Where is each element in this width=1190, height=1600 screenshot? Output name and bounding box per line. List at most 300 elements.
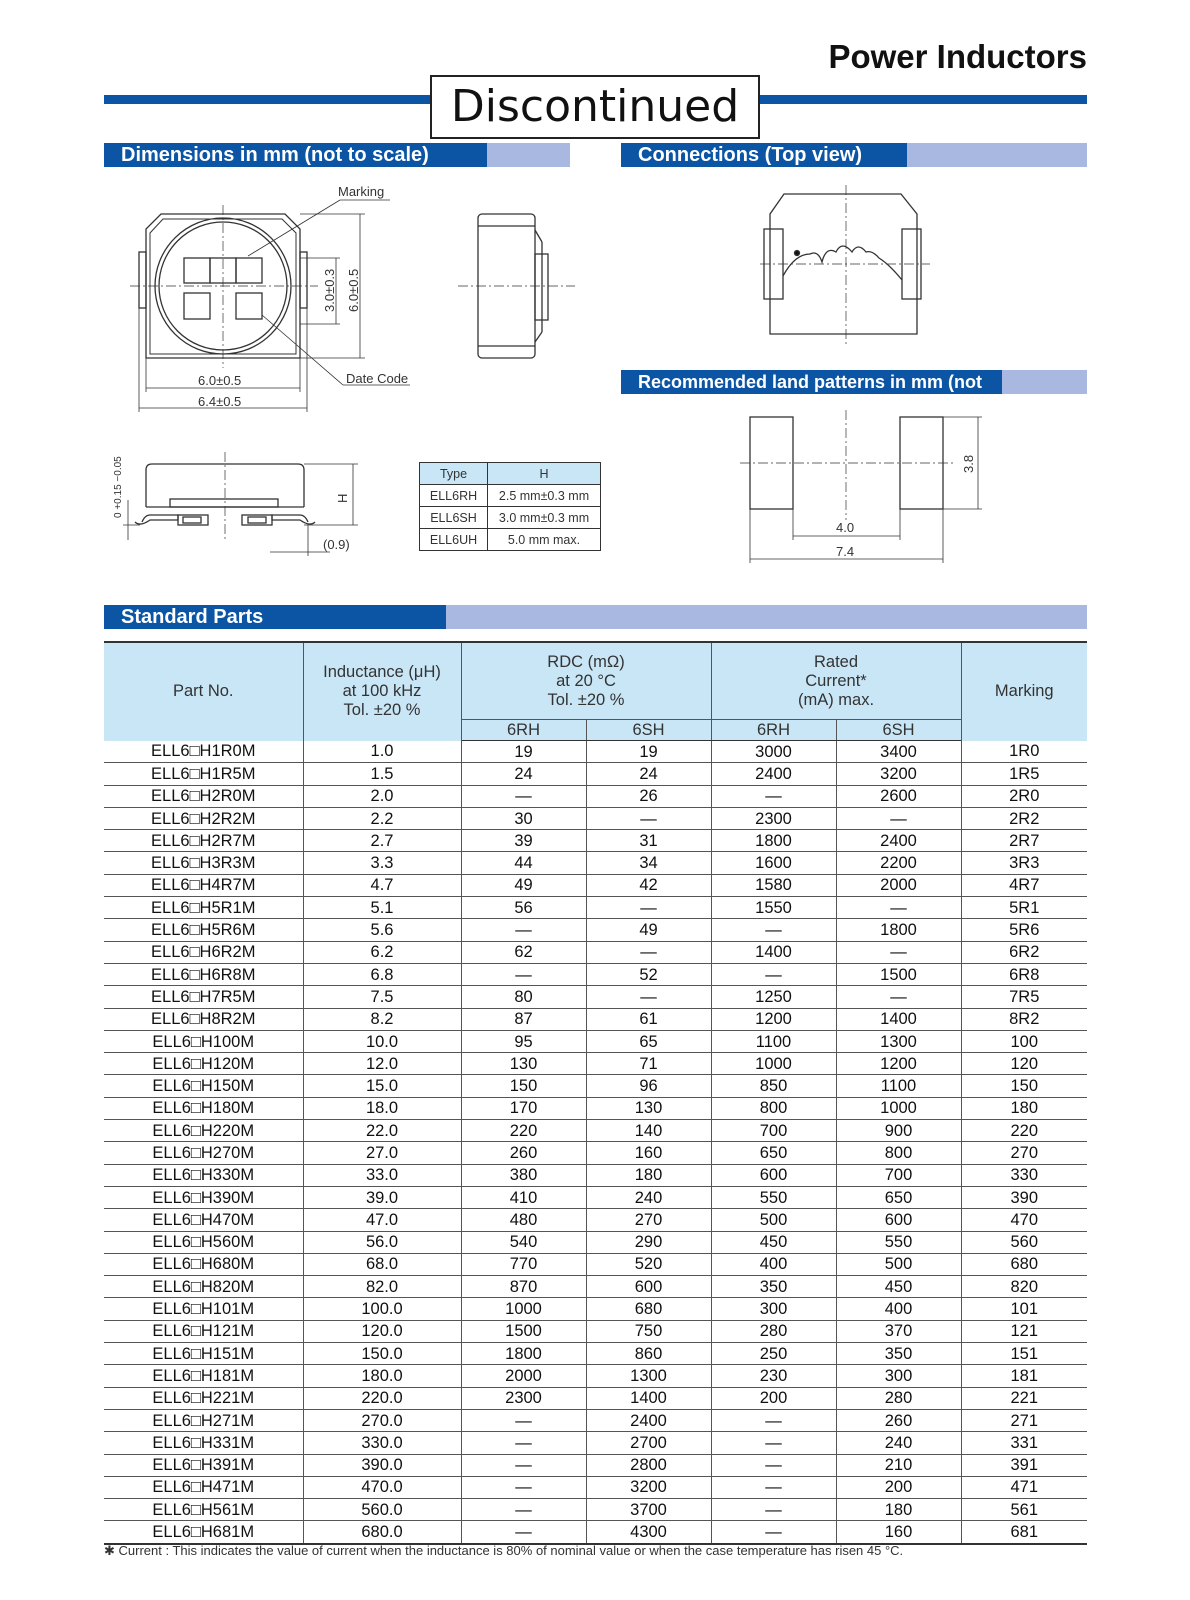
rdc-6rh-cell: 2000 [461, 1365, 586, 1387]
table-row [104, 1409, 1087, 1431]
current-6rh-cell: 1580 [711, 874, 836, 896]
rdc-6sh-cell: 600 [586, 1276, 711, 1298]
table-row [104, 1186, 1087, 1208]
inductance-cell: 560.0 [303, 1499, 461, 1521]
side-tolerance-label: 0 +0.15 −0.05 [113, 456, 124, 518]
current-6rh-cell: — [711, 1521, 836, 1544]
current-6sh-cell: 2400 [836, 830, 961, 852]
rdc-6rh-cell: 1800 [461, 1343, 586, 1365]
current-6rh-cell: 1200 [711, 1008, 836, 1030]
marking-cell: 2R7 [961, 830, 1087, 852]
type-height-table [419, 462, 601, 551]
inductance-cell: 6.8 [303, 963, 461, 985]
inductance-cell: 27.0 [303, 1142, 461, 1164]
table-row [104, 1365, 1087, 1387]
rdc-6rh-cell: — [461, 1499, 586, 1521]
table-row [104, 830, 1087, 852]
rdc-6rh-cell: 2300 [461, 1387, 586, 1409]
current-6rh-cell: 300 [711, 1298, 836, 1320]
part-no-cell: ELL6□H6R2M [104, 941, 303, 963]
part-no-cell: ELL6□H560M [104, 1231, 303, 1253]
inductance-cell: 120.0 [303, 1320, 461, 1342]
dim-width-outer: 6.4±0.5 [198, 394, 242, 409]
marking-cell: 391 [961, 1454, 1087, 1476]
h-cell: 5.0 mm max. [488, 529, 601, 551]
footnote: ✱ Current : This indicates the value of current when the inductance is 80% of nominal value or when the case temperature has risen 45 °C. [104, 1543, 904, 1558]
rdc-6sh-cell: — [586, 807, 711, 829]
current-6rh-cell: 800 [711, 1097, 836, 1119]
table-row [104, 1320, 1087, 1342]
marking-cell: 181 [961, 1365, 1087, 1387]
rdc-6rh-cell: 56 [461, 897, 586, 919]
current-6sh-cell: — [836, 941, 961, 963]
current-6rh-cell: 3000 [711, 741, 836, 763]
current-6rh-cell: 230 [711, 1365, 836, 1387]
current-6sh-cell: 280 [836, 1387, 961, 1409]
current-6sh-cell: — [836, 986, 961, 1008]
current-6rh-cell: 700 [711, 1120, 836, 1142]
current-6rh-cell: — [711, 1476, 836, 1498]
type-cell: ELL6UH [420, 529, 488, 551]
marking-cell: 330 [961, 1164, 1087, 1186]
inductance-cell: 680.0 [303, 1521, 461, 1544]
current-6rh-cell: 250 [711, 1343, 836, 1365]
current-6rh-cell: — [711, 1454, 836, 1476]
rdc-6sh-cell: — [586, 941, 711, 963]
rdc-6rh-cell: 220 [461, 1120, 586, 1142]
table-row [104, 1521, 1087, 1544]
table-row [104, 897, 1087, 919]
marking-cell: 270 [961, 1142, 1087, 1164]
rdc-6sh-cell: 1400 [586, 1387, 711, 1409]
current-6rh-cell: 1250 [711, 986, 836, 1008]
current-6rh-cell: 1800 [711, 830, 836, 852]
table-row [104, 763, 1087, 785]
current-6rh-cell: 650 [711, 1142, 836, 1164]
current-6sh-cell: 180 [836, 1499, 961, 1521]
table-row [104, 1075, 1087, 1097]
part-no-cell: ELL6□H4R7M [104, 874, 303, 896]
current-6sh-cell: 1300 [836, 1030, 961, 1052]
current-6sh-cell: 260 [836, 1409, 961, 1431]
rdc-6rh-cell: 62 [461, 941, 586, 963]
land-dim-outer: 7.4 [836, 544, 855, 559]
marking-cell: 681 [961, 1521, 1087, 1544]
rdc-6rh-cell: — [461, 1521, 586, 1544]
current-6sh-cell: 370 [836, 1320, 961, 1342]
h-cell: 2.5 mm±0.3 mm [488, 485, 601, 507]
rdc-6rh-cell: 39 [461, 830, 586, 852]
table-row [104, 1476, 1087, 1498]
inductance-cell: 150.0 [303, 1343, 461, 1365]
h-cell: 3.0 mm±0.3 mm [488, 507, 601, 529]
table-row [104, 1053, 1087, 1075]
current-6rh-cell: — [711, 1499, 836, 1521]
current-6sh-cell: 1000 [836, 1097, 961, 1119]
header-rated-current [711, 642, 961, 720]
part-no-cell: ELL6□H470M [104, 1209, 303, 1231]
current-6rh-cell: 850 [711, 1075, 836, 1097]
part-no-cell: ELL6□H1R0M [104, 741, 303, 763]
inductance-cell: 12.0 [303, 1053, 461, 1075]
marking-cell: 5R1 [961, 897, 1087, 919]
header-rdc-line1: RDC (mΩ) [547, 652, 625, 671]
current-6sh-cell: 1100 [836, 1075, 961, 1097]
current-6rh-cell: 600 [711, 1164, 836, 1186]
inductance-cell: 330.0 [303, 1432, 461, 1454]
current-6rh-cell: 2400 [711, 763, 836, 785]
inductance-cell: 47.0 [303, 1209, 461, 1231]
inductance-cell: 22.0 [303, 1120, 461, 1142]
current-6sh-cell: 1400 [836, 1008, 961, 1030]
rdc-6rh-cell: 87 [461, 1008, 586, 1030]
marking-cell: 2R0 [961, 785, 1087, 807]
table-row [104, 963, 1087, 985]
inductance-cell: 270.0 [303, 1409, 461, 1431]
part-no-cell: ELL6□H150M [104, 1075, 303, 1097]
rdc-6sh-cell: 520 [586, 1253, 711, 1275]
marking-cell: 8R2 [961, 1008, 1087, 1030]
rdc-6sh-cell: — [586, 986, 711, 1008]
part-no-cell: ELL6□H820M [104, 1276, 303, 1298]
part-no-cell: ELL6□H2R7M [104, 830, 303, 852]
inductance-cell: 5.1 [303, 897, 461, 919]
inductance-cell: 2.2 [303, 807, 461, 829]
current-6sh-cell: — [836, 807, 961, 829]
current-6rh-cell: 400 [711, 1253, 836, 1275]
rdc-6sh-cell: 96 [586, 1075, 711, 1097]
part-no-cell: ELL6□H561M [104, 1499, 303, 1521]
part-no-cell: ELL6□H2R2M [104, 807, 303, 829]
rdc-6rh-cell: 260 [461, 1142, 586, 1164]
subheader-current-6rh: 6RH [711, 720, 836, 741]
rdc-6rh-cell: 870 [461, 1276, 586, 1298]
table-row [104, 785, 1087, 807]
marking-cell: 1R0 [961, 741, 1087, 763]
part-no-cell: ELL6□H181M [104, 1365, 303, 1387]
rdc-6sh-cell: 19 [586, 741, 711, 763]
standard-parts-section-bar [104, 605, 1087, 629]
part-no-cell: ELL6□H1R5M [104, 763, 303, 785]
table-row [104, 941, 1087, 963]
rdc-6sh-cell: 61 [586, 1008, 711, 1030]
marking-cell: 100 [961, 1030, 1087, 1052]
rdc-6sh-cell: 31 [586, 830, 711, 852]
marking-cell: 101 [961, 1298, 1087, 1320]
rdc-6sh-cell: — [586, 897, 711, 919]
current-6sh-cell: 1200 [836, 1053, 961, 1075]
table-row [104, 1276, 1087, 1298]
type-header: Type [420, 463, 488, 485]
table-row [104, 1231, 1087, 1253]
inductance-cell: 3.3 [303, 852, 461, 874]
rdc-6rh-cell: — [461, 1454, 586, 1476]
rdc-6sh-cell: 65 [586, 1030, 711, 1052]
header-marking: Marking [961, 642, 1087, 741]
standard-parts-table [104, 641, 1087, 1545]
current-6sh-cell: 1800 [836, 919, 961, 941]
marking-cell: 7R5 [961, 986, 1087, 1008]
type-cell: ELL6RH [420, 485, 488, 507]
header-inductance-line1: Inductance (μH) [323, 663, 441, 682]
part-no-cell: ELL6□H391M [104, 1454, 303, 1476]
current-6sh-cell: 240 [836, 1432, 961, 1454]
rdc-6rh-cell: 44 [461, 852, 586, 874]
rdc-6sh-cell: 860 [586, 1343, 711, 1365]
marking-cell: 1R5 [961, 763, 1087, 785]
rdc-6rh-cell: — [461, 1432, 586, 1454]
current-6sh-cell: 200 [836, 1476, 961, 1498]
header-inductance [303, 642, 461, 741]
rdc-6sh-cell: 34 [586, 852, 711, 874]
connections-section-title: Connections (Top view) [621, 143, 907, 167]
table-row [104, 1142, 1087, 1164]
marking-cell: 560 [961, 1231, 1087, 1253]
current-6rh-cell: 1550 [711, 897, 836, 919]
rdc-6rh-cell: 1500 [461, 1320, 586, 1342]
current-6sh-cell: — [836, 897, 961, 919]
part-no-cell: ELL6□H5R6M [104, 919, 303, 941]
marking-cell: 680 [961, 1253, 1087, 1275]
current-6rh-cell: 1400 [711, 941, 836, 963]
table-row [104, 1097, 1087, 1119]
table-row [104, 919, 1087, 941]
inductance-cell: 1.0 [303, 741, 461, 763]
inductance-cell: 1.5 [303, 763, 461, 785]
inductance-cell: 8.2 [303, 1008, 461, 1030]
current-6sh-cell: 650 [836, 1186, 961, 1208]
rdc-6rh-cell: 380 [461, 1164, 586, 1186]
current-6rh-cell: 350 [711, 1276, 836, 1298]
current-6rh-cell: 280 [711, 1320, 836, 1342]
inductance-cell: 56.0 [303, 1231, 461, 1253]
part-no-cell: ELL6□H270M [104, 1142, 303, 1164]
marking-cell: 5R6 [961, 919, 1087, 941]
part-no-cell: ELL6□H681M [104, 1521, 303, 1544]
table-row [104, 852, 1087, 874]
current-6sh-cell: 210 [836, 1454, 961, 1476]
current-6sh-cell: 3200 [836, 763, 961, 785]
table-row [104, 1008, 1087, 1030]
rdc-6sh-cell: 180 [586, 1164, 711, 1186]
marking-cell: 271 [961, 1409, 1087, 1431]
rdc-6sh-cell: 160 [586, 1142, 711, 1164]
part-no-cell: ELL6□H121M [104, 1320, 303, 1342]
rdc-6rh-cell: 540 [461, 1231, 586, 1253]
part-no-cell: ELL6□H271M [104, 1409, 303, 1431]
table-row [104, 1432, 1087, 1454]
rdc-6sh-cell: 2700 [586, 1432, 711, 1454]
table-row [104, 1209, 1087, 1231]
rdc-6sh-cell: 680 [586, 1298, 711, 1320]
inductance-cell: 390.0 [303, 1454, 461, 1476]
marking-cell: 121 [961, 1320, 1087, 1342]
rdc-6rh-cell: 480 [461, 1209, 586, 1231]
dim-width-inner: 6.0±0.5 [198, 373, 242, 388]
rdc-6sh-cell: 52 [586, 963, 711, 985]
table-row [104, 874, 1087, 896]
rdc-6sh-cell: 140 [586, 1120, 711, 1142]
header-current-line2: Current* [805, 671, 867, 690]
inductance-cell: 15.0 [303, 1075, 461, 1097]
part-no-cell: ELL6□H151M [104, 1343, 303, 1365]
current-6rh-cell: 1000 [711, 1053, 836, 1075]
current-6rh-cell: — [711, 1409, 836, 1431]
rdc-6rh-cell: — [461, 919, 586, 941]
rdc-6rh-cell: 1000 [461, 1298, 586, 1320]
rdc-6rh-cell: 410 [461, 1186, 586, 1208]
inductance-cell: 6.2 [303, 941, 461, 963]
rdc-6rh-cell: 49 [461, 874, 586, 896]
rdc-6rh-cell: 95 [461, 1030, 586, 1052]
part-no-cell: ELL6□H8R2M [104, 1008, 303, 1030]
land-dim-height: 3.8 [961, 454, 976, 473]
type-cell: ELL6SH [420, 507, 488, 529]
inductance-cell: 68.0 [303, 1253, 461, 1275]
inductance-cell: 4.7 [303, 874, 461, 896]
part-no-cell: ELL6□H680M [104, 1253, 303, 1275]
current-6sh-cell: 700 [836, 1164, 961, 1186]
marking-cell: 6R8 [961, 963, 1087, 985]
table-row [104, 1030, 1087, 1052]
rdc-6sh-cell: 240 [586, 1186, 711, 1208]
rdc-6rh-cell: 170 [461, 1097, 586, 1119]
current-6sh-cell: 2000 [836, 874, 961, 896]
part-no-cell: ELL6□H180M [104, 1097, 303, 1119]
standard-parts-section-title: Standard Parts [104, 605, 446, 629]
inductance-cell: 10.0 [303, 1030, 461, 1052]
rdc-6sh-cell: 4300 [586, 1521, 711, 1544]
current-6sh-cell: 450 [836, 1276, 961, 1298]
current-6sh-cell: 900 [836, 1120, 961, 1142]
rdc-6sh-cell: 2800 [586, 1454, 711, 1476]
rdc-6rh-cell: — [461, 1409, 586, 1431]
rdc-6sh-cell: 42 [586, 874, 711, 896]
side-offset-label: (0.9) [323, 537, 350, 552]
side-height-label: H [335, 493, 350, 503]
marking-cell: 150 [961, 1075, 1087, 1097]
table-row [104, 807, 1087, 829]
table-row [104, 1387, 1087, 1409]
current-6rh-cell: 1600 [711, 852, 836, 874]
dim-height-inner: 3.0±0.3 [322, 268, 337, 312]
marking-cell: 470 [961, 1209, 1087, 1231]
rdc-6rh-cell: 770 [461, 1253, 586, 1275]
rdc-6sh-cell: 130 [586, 1097, 711, 1119]
rdc-6sh-cell: 71 [586, 1053, 711, 1075]
inductance-cell: 18.0 [303, 1097, 461, 1119]
current-6rh-cell: — [711, 785, 836, 807]
rdc-6rh-cell: — [461, 785, 586, 807]
header-rdc-line2: at 20 °C [556, 671, 616, 690]
header-current-line1: Rated [813, 652, 859, 671]
table-row [104, 1120, 1087, 1142]
part-no-cell: ELL6□H120M [104, 1053, 303, 1075]
marking-cell: 220 [961, 1120, 1087, 1142]
discontinued-text: Discontinued [450, 81, 740, 132]
current-6sh-cell: 3400 [836, 741, 961, 763]
subheader-rdc-6rh: 6RH [461, 720, 586, 741]
parts-table-body [104, 741, 1087, 1544]
inductance-cell: 7.5 [303, 986, 461, 1008]
rdc-6sh-cell: 24 [586, 763, 711, 785]
rdc-6sh-cell: 3700 [586, 1499, 711, 1521]
rdc-6rh-cell: — [461, 963, 586, 985]
current-6rh-cell: 200 [711, 1387, 836, 1409]
part-no-cell: ELL6□H390M [104, 1186, 303, 1208]
page-title: Power Inductors [828, 38, 1087, 75]
inductance-cell: 100.0 [303, 1298, 461, 1320]
marking-cell: 180 [961, 1097, 1087, 1119]
rdc-6sh-cell: 290 [586, 1231, 711, 1253]
inductance-cell: 33.0 [303, 1164, 461, 1186]
rdc-6sh-cell: 49 [586, 919, 711, 941]
part-no-cell: ELL6□H471M [104, 1476, 303, 1498]
table-row [104, 986, 1087, 1008]
part-no-cell: ELL6□H330M [104, 1164, 303, 1186]
rdc-6rh-cell: 30 [461, 807, 586, 829]
header-rdc-line3: Tol. ±20 % [547, 690, 625, 709]
table-row [104, 1253, 1087, 1275]
inductance-cell: 180.0 [303, 1365, 461, 1387]
current-6rh-cell: 1100 [711, 1030, 836, 1052]
marking-cell: 2R2 [961, 807, 1087, 829]
marking-label: Marking [338, 184, 385, 199]
marking-cell: 6R2 [961, 941, 1087, 963]
subheader-current-6sh: 6SH [836, 720, 961, 741]
current-6rh-cell: 2300 [711, 807, 836, 829]
table-row [104, 741, 1087, 763]
header-current-line3: (mA) max. [797, 690, 875, 709]
marking-cell: 221 [961, 1387, 1087, 1409]
inductance-cell: 470.0 [303, 1476, 461, 1498]
current-6rh-cell: 500 [711, 1209, 836, 1231]
table-row [104, 1499, 1087, 1521]
marking-cell: 471 [961, 1476, 1087, 1498]
header-part-no: Part No. [104, 642, 303, 741]
rdc-6rh-cell: 130 [461, 1053, 586, 1075]
rdc-6sh-cell: 2400 [586, 1409, 711, 1431]
marking-cell: 3R3 [961, 852, 1087, 874]
current-6sh-cell: 160 [836, 1521, 961, 1544]
land-dim-inner: 4.0 [836, 520, 855, 535]
current-6sh-cell: 2600 [836, 785, 961, 807]
current-6sh-cell: 2200 [836, 852, 961, 874]
land-section-title: Recommended land patterns in mm (not to scale) [621, 370, 1002, 394]
part-no-cell: ELL6□H3R3M [104, 852, 303, 874]
marking-cell: 331 [961, 1432, 1087, 1454]
inductance-cell: 5.6 [303, 919, 461, 941]
part-no-cell: ELL6□H221M [104, 1387, 303, 1409]
current-6sh-cell: 350 [836, 1343, 961, 1365]
part-no-cell: ELL6□H331M [104, 1432, 303, 1454]
inductance-cell: 39.0 [303, 1186, 461, 1208]
current-6sh-cell: 300 [836, 1365, 961, 1387]
current-6rh-cell: — [711, 919, 836, 941]
marking-cell: 4R7 [961, 874, 1087, 896]
current-6sh-cell: 550 [836, 1231, 961, 1253]
part-no-cell: ELL6□H6R8M [104, 963, 303, 985]
current-6sh-cell: 400 [836, 1298, 961, 1320]
rdc-6sh-cell: 1300 [586, 1365, 711, 1387]
dimensions-section-title: Dimensions in mm (not to scale) [104, 143, 487, 167]
rdc-6rh-cell: 24 [461, 763, 586, 785]
inductance-cell: 2.0 [303, 785, 461, 807]
h-header: H [488, 463, 601, 485]
header-inductance-line2: at 100 kHz [342, 682, 422, 701]
table-row [104, 1164, 1087, 1186]
marking-cell: 561 [961, 1499, 1087, 1521]
